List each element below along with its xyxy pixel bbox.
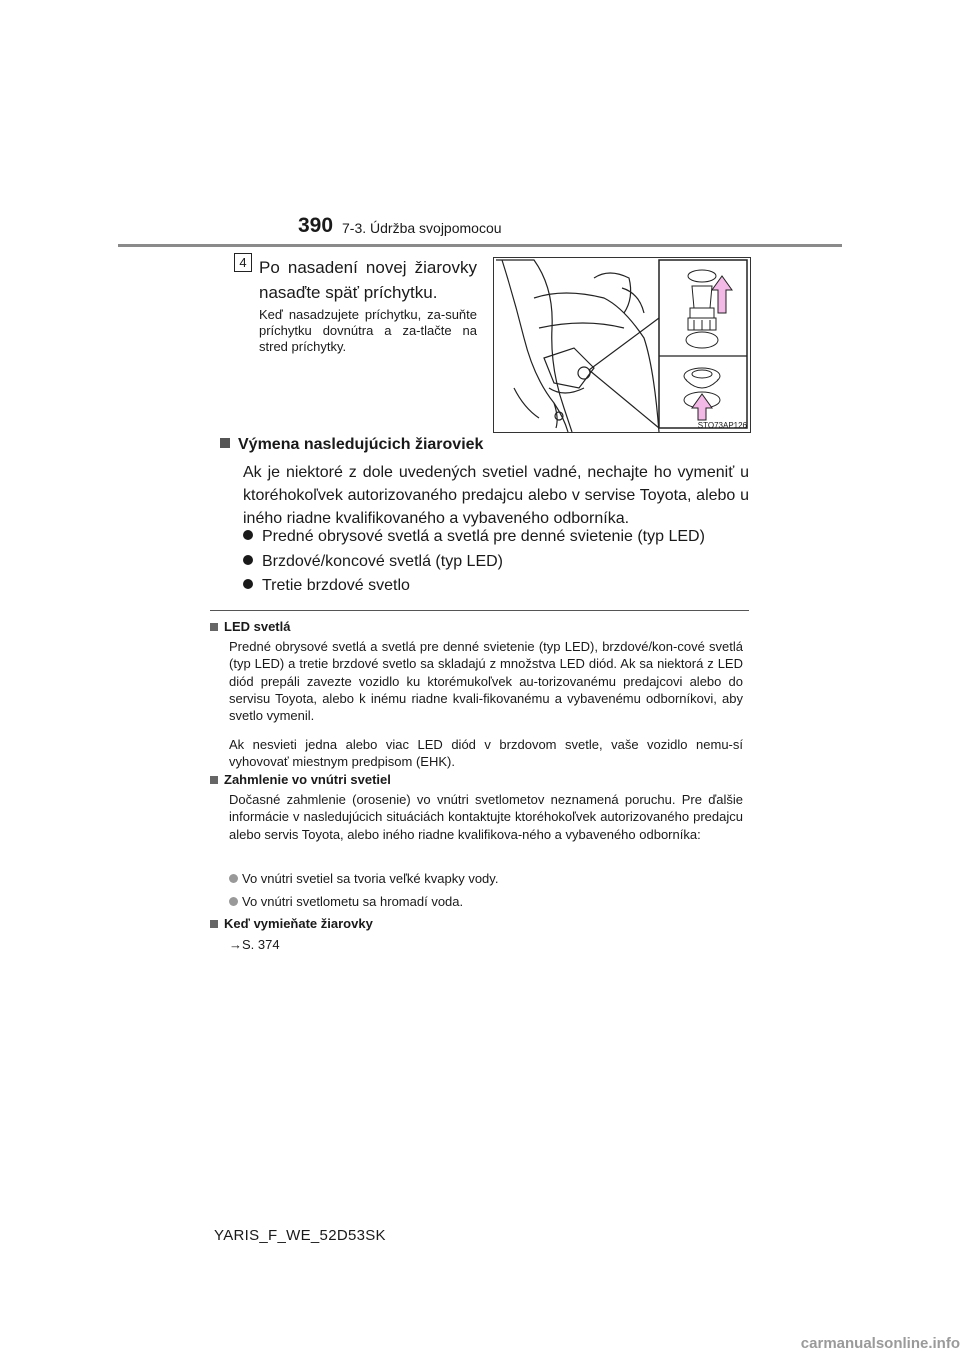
figure-code: STO73AP126 [697,421,747,430]
bullet-dot-icon [229,897,238,906]
clip-figure [493,257,751,433]
square-bullet-icon [210,776,218,784]
list-item-text: Vo vnútri svetiel sa tvoria veľké kvapky vody. [242,871,499,886]
list-item [229,894,463,909]
list-item-text: Vo vnútri svetlometu sa hromadí voda. [242,894,464,909]
note-led-p2: Ak nesvieti jedna alebo viac LED diód v brzdovom svetle, vaše vozidlo nemu-sí vyhovovať miestnym predpisom (EHK). [229,737,743,770]
step-title: Po nasadení novej žiarovky nasaďte späť príchytku. [259,258,477,302]
list-item-text: Tretie brzdové svetlo [262,577,410,594]
list-item [243,528,705,546]
list-item [229,871,498,886]
square-bullet-icon [220,438,230,448]
note-fog-p1: Dočasné zahmlenie (orosenie) vo vnútri svetlometov neznamená poruchu. Pre ďalšie informácie v nasledujúcich situáciách kontaktujte ktoréhokoľvek autorizovaného predajcu alebo servis Toyota, alebo iného riadne kvalifikova-ného a vybaveného odborníka: [229,792,743,842]
note-heading-text: Zahmlenie vo vnútri svetiel [224,772,391,787]
bullet-dot-icon [229,874,238,883]
note-heading-text: LED svetlá [224,619,291,634]
note-heading-fog [210,772,391,787]
note-heading-led [210,619,290,634]
note-heading-replace [210,916,373,931]
page-number: 390 [298,214,334,237]
bullet-dot-icon [243,530,253,540]
list-item-text: Predné obrysové svetlá a svetlá pre denné svietenie (typ LED) [262,528,705,545]
bumper-clip-illustration [494,258,750,432]
square-bullet-icon [210,920,218,928]
subsection-heading [220,436,483,454]
bullet-dot-icon [243,579,253,589]
note-heading-text: Keď vymieňate žiarovky [224,916,373,931]
step-note: Keď nasadzujete príchytku, za-suňte príchytku dovnútra a za-tlačte na stred príchytky. [259,307,477,354]
footer-model-code: YARIS_F_WE_52D53SK [214,1227,386,1244]
list-item-text: Brzdové/koncové svetlá (typ LED) [262,553,503,570]
note-led-p1: Predné obrysové svetlá a svetlá pre denné svietenie (typ LED), brzdové/kon-cové svetlá (typ LED) a tretie brzdové svetlo sa skladajú z množstva LED diód. Ak sa niektorá z LED diód prepáli zavezte vozidlo ku ktorémukoľvek au-torizovanému predajcovi alebo do servisu Toyota, alebo k inému riadne kvali-fikovanému a vybavenému odborníkovi, aby svetlo vymenil. [229,639,743,724]
header-rule [118,244,842,247]
page-reference-link[interactable]: →S. 374 [229,937,280,952]
watermark: carmanualsonline.info [800,1335,960,1352]
list-item [243,577,410,595]
notes-divider [210,610,749,611]
subsection-body: Ak je niektoré z dole uvedených svetiel vadné, nechajte ho vymeniť u ktoréhokoľvek autorizovaného predajcu alebo v servise Toyota, alebo u iného riadne kvalifikovaného a vybaveného odborníka. [243,464,749,527]
step-number: 4 [234,253,252,272]
square-bullet-icon [210,623,218,631]
subsection-heading-text: Výmena nasledujúcich žiaroviek [238,436,484,453]
bullet-dot-icon [243,555,253,565]
list-item [243,553,503,571]
section-title: 7-3. Údržba svojpomocou [342,220,502,236]
